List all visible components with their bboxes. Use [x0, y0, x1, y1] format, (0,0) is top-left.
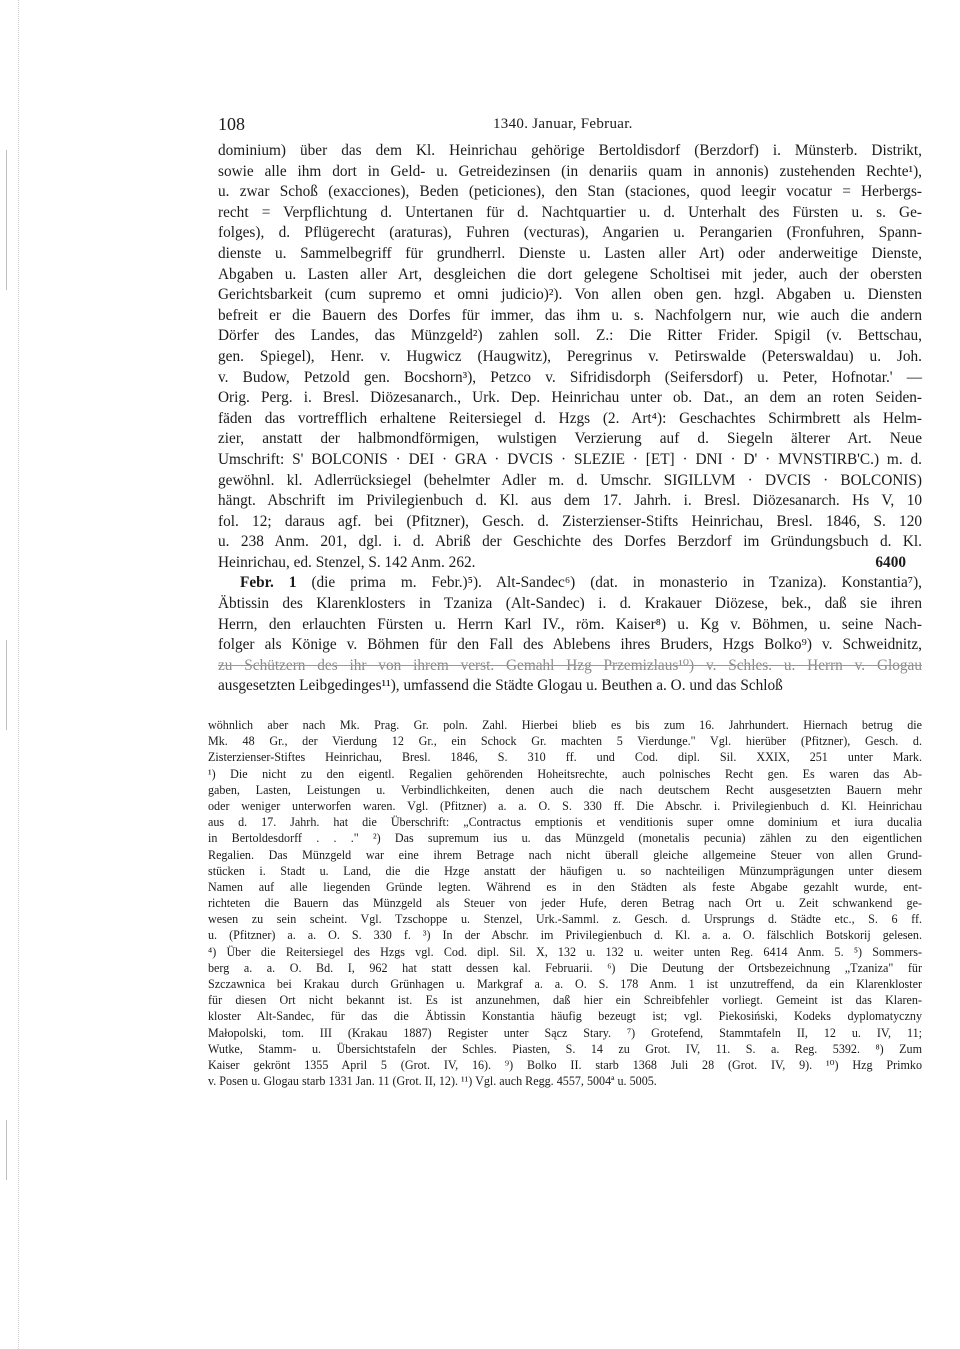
footnote-line: stücken i. Stadt u. Land, die die Hzge anstatt der häufigen u. so nachteiligen Münzumprägungen unter diesem: [208, 863, 922, 878]
main-text-line-with-number: [218, 553, 922, 574]
edge-mark: [6, 640, 7, 730]
regest-text-line-struck: zu Schützern des ihr von ihrem verst. Gemahl Hzg Przemizlaus¹⁰) v. Schles. u. Herrn v. Glogau: [218, 656, 922, 674]
main-text-line: Orig. Perg. i. Bresl. Diözesanarch., Urk. Dep. Heinrichau unter ob. Dat., an dem an roten Seiden-: [218, 389, 922, 407]
main-text-line: dienste u. Sammelbegriff für grundherrl. Dienste u. Lasten aller Art) oder anderweitige Dienste,: [218, 244, 922, 262]
regest-text-line: Herrn, den erlauchten Fürsten u. Herrn Karl IV., röm. Kaiser⁸) u. Kg v. Böhmen, u. seine Nach-: [218, 615, 922, 633]
main-text-line: u. 238 Anm. 201, dgl. i. d. Abriß der Geschichte des Dorfes Berzdorf im Gründungsbuch d. Kl.: [218, 533, 922, 551]
footnote-line: u. (Pfitzner) a. a. O. S. 330 f. ³) In der Abschr. im Privilegienbuch d. Kl. a. a. O. fälschlich Botskorij gelesen.: [208, 928, 922, 943]
regest-text-line: folger als Könige v. Böhmen für den Fall des Ablebens ihres Bruders, Hzgs Bolko⁹) v. Schweidnitz,: [218, 636, 922, 654]
edge-mark: [6, 1120, 7, 1180]
footnote-line: Kaiser gekrönt 1355 April 5 (Grot. IV, 16). ⁹) Bolko II. starb 1368 Juli 28 (Grot. IV, 9). ¹⁰) Hzg Primko: [208, 1057, 922, 1072]
main-text-line: hängt. Abschrift im Privilegienbuch d. Kl. aus dem 17. Jahrh. i. Bresl. Diözesanarch. Hs V, 10: [218, 492, 922, 510]
main-text-line: fol. 12; daraus agf. bei (Pfitzner), Gesch. d. Zisterzienser-Stifts Heinrichau, Bresl. 1846, S. 120: [218, 512, 922, 530]
regest-first-line: [218, 573, 922, 594]
main-text-block: [218, 141, 922, 697]
footnote-line: Mk. 48 Gr., der Vierdung 12 Gr., ein Schock Gr. machten 5 Vierdunge." Vgl. hierüber (Pfitzner), Gesch. d.: [208, 734, 922, 749]
main-text-line: u. zwar Schoß (exacciones), Beden (peticiones), den Stan (staciones, quod leegir vocatur = Herbergs-: [218, 183, 922, 201]
footnote-line: Wutke, Stamm- u. Übersichtstafeln der Schles. Piasten, S. 14 zu Grot. IV, 11. S. a. Reg. 5392. ⁸) Zum: [208, 1041, 922, 1056]
running-title: 1340. Januar, Februar.: [493, 116, 633, 132]
footnote-line: aus d. 17. Jahrh. hat die Überschrift: „Contractus emptionis et venditionis super omne dominium et iura ducalia: [208, 815, 922, 830]
main-text-line: sowie alle ihm dort in Geld- u. Getreidezinsen (in denariis quam in annonis) zustehenden Rechte¹),: [218, 162, 922, 180]
main-text-line: recht = Verpflichtung d. Untertanen für d. Nachtquartier u. d. Unterhalt des Fürsten u. s. Ge-: [218, 203, 922, 221]
page-number: 108: [218, 114, 245, 134]
main-text-line: zier, anstatt der halbmondförmigen, wulstigen Verzierung auf d. Siegeln älterer Art. Neue: [218, 430, 922, 448]
footnotes-block: [208, 717, 922, 1089]
main-text-line: v. Budow, Petzold gen. Bocshorn³), Petzco v. Sifridisdorph (Seifersdorf) u. Peter, Hofnotar.' —: [218, 368, 922, 386]
edge-mark: [6, 150, 7, 290]
footnote-line: für diesen Ort nicht bekannt ist. Es ist anzunehmen, daß hier ein Schreibfehler vorliegt. Gemeint ist das Klaren-: [208, 993, 922, 1008]
footnote-line: Regalien. Das Münzgeld war eine ihrem Betrage nach nicht überall gleiche allgemeine Steuer von allen Grund-: [208, 847, 922, 862]
main-text-line: fäden das vortrefflich erhaltene Reitersiegel d. Hzgs (2. Art⁴): Geschachtes Schirmbrett als Helm-: [218, 409, 922, 427]
footnote-line: Małopolski, tom. III (Krakau 1887) Register unter Sącz Stary. ⁷) Grotefend, Stammtafeln II, 12 u. IV, 11;: [208, 1025, 922, 1040]
main-text-line: befreit er die Bauern des Dorfes für immer, das ihm u. s. Nachfolgern nur, wie auch die andern: [218, 306, 922, 324]
footnote-line: v. Posen u. Glogau starb 1331 Jan. 11 (Grot. II, 12). ¹¹) Vgl. auch Regg. 4557, 5004ª u. 5005.: [208, 1074, 657, 1089]
main-text-line: Abgaben u. Lasten aller Art, desgleichen die dort gelegene Scholtisei mit jeder, auch der obersten: [218, 265, 922, 283]
footnote-line: Namen auf alle liegenden Gründe legten. Während es in den Städten als feste Abgabe gezahlt wurde, ent-: [208, 879, 922, 894]
regest-text-line: (die prima m. Febr.)⁵). Alt-Sandec⁶) (dat. in monasterio in Tzaniza). Konstantia⁷),: [311, 574, 922, 592]
regest-number: 6400: [875, 553, 906, 571]
footnote-line: in Bertoldesdorff . . ." ²) Das supremum ius u. das Münzgeld (monetalis pecunia) zählen zu den eigentlichen: [208, 831, 922, 846]
page-margin-edge: [0, 0, 19, 1349]
main-text-line: gewöhnl. kl. Adlerrücksiegel (behelmter Adler m. d. Umschr. SIGILLVM · DVCIS · BOLCONIS): [218, 471, 922, 489]
regest-date: Febr. 1: [240, 574, 297, 592]
footnote-line: wesen zu sein scheint. Vgl. Tzschoppe u. Stenzel, Urk.-Samml. z. Gesch. d. Ursprungs d. Städte etc., S. 6 ff.: [208, 912, 922, 927]
footnote-line: wöhnlich aber nach Mk. Prag. Gr. poln. Zahl. Hierbei blieb es bis zum 16. Jahrhundert. Hiernach betrug die: [208, 718, 922, 732]
main-text-line: Gerichtsbarkeit (cum supremo et omni judicio)²). Von allen oben gen. hzgl. Abgaben u. Diensten: [218, 286, 922, 304]
footnote-line: berg a. a. O. Bd. I, 962 hat statt dessen kal. Februarii. ⁶) Die Deutung der Ortsbezeichnung „Tzaniza" für: [208, 960, 922, 975]
main-text-line: dominium) über das dem Kl. Heinrichau gehörige Bertoldisdorf (Berzdorf) i. Münsterb. Distrikt,: [218, 142, 922, 159]
footnote-line: gaben, Lasten, Leistungen u. Verbindlichkeiten, denen auch die nach deutschem Recht ausgesetzten Bauern mehr: [208, 782, 922, 797]
main-text-line: Heinrichau, ed. Stenzel, S. 142 Anm. 262.: [218, 553, 476, 571]
main-text-line: folges), d. Pflügerecht (araturas), Fuhren (vecturas), Angarien u. Perangarien (Fronfuhren, Spann-: [218, 224, 922, 242]
page-header: [218, 114, 922, 136]
main-text-line: Umschrift: S' BOLCONIS · DEI · GRA · DVCIS · SLEZIE · [ET] · DNI · D' · MVNSTIRB'C.) m. d.: [218, 450, 922, 468]
regest-text-line: Äbtissin des Klarenklosters in Tzaniza (Alt-Sandec) i. d. Krakauer Diözese, bek., daß sie ihren: [218, 595, 922, 613]
footnote-line: richteten die Bauern das Münzgeld als Steuer von jeder Hufe, deren Betrag nach Ort u. Zeit schwankend ge-: [208, 896, 922, 911]
footnote-line: oder weniger unterworfen waren. Vgl. (Pfitzner) a. a. O. S. 330 ff. Die Abschr. i. Privilegienbuch d. Kl. Heinrichau: [208, 798, 922, 813]
main-text-line: gen. Spiegel), Henr. v. Hugwicz (Haugwitz), Peregrinus v. Petirswalde (Peterswaldau) u. Joh.: [218, 347, 922, 365]
footnote-line: kloster Alt-Sandec, für das die Äbtissin Konstantia häufig bezeugt ist; vgl. Piekosiński, Kodeks dyplomatyczny: [208, 1009, 922, 1024]
footnote-line: Szczawnica bei Krakau durch Grünhagen u. Markgraf a. a. O. S. 178 Anm. 1 ist unzutreffend, da ein Klarenkloster: [208, 977, 922, 991]
footnote-line: ⁴) Über die Reitersiegel des Hzgs vgl. Cod. dipl. Sil. X, 132 u. 132 u. weiter unten Reg. 6414 Anm. 5. ⁵) Sommers-: [208, 944, 922, 959]
footnote-line: ¹) Die nicht zu den eigentl. Regalien gehörenden Hoheitsrechte, auch polnisches Recht gen. Es waren das Ab-: [208, 766, 922, 781]
footnote-line: Zisterzienser-Stiftes Heinrichau, Bresl. 1846, S. 310 ff. und Cod. dipl. Sil. XXIX, 251 unter Mark.: [208, 750, 922, 765]
regest-text-line: ausgesetzten Leibgedinges¹¹), umfassend die Städte Glogau u. Beuthen a. O. und das Schloß: [218, 677, 783, 695]
main-text-line: Dörfer des Landes, das Münzgeld²) zahlen soll. Z.: Die Ritter Frider. Spigil (v. Bettschau,: [218, 327, 922, 345]
